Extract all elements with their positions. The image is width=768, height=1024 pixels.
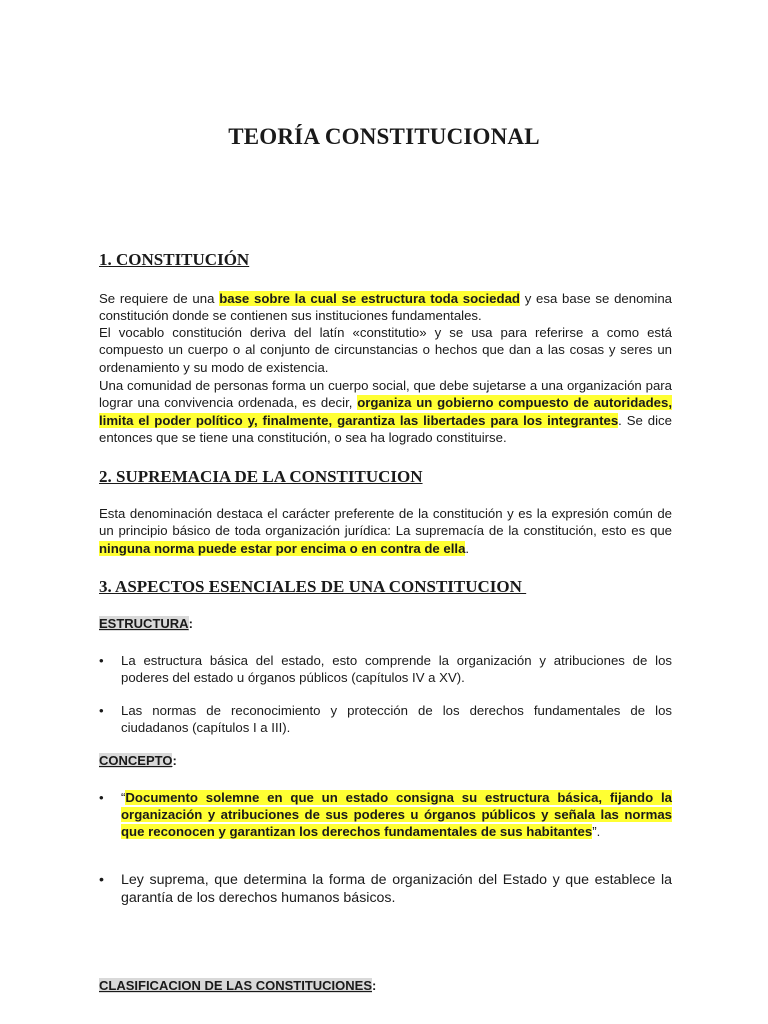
section-2-paragraph [99, 505, 672, 557]
highlight: organiza un gobierno compuesto de autoridades, limita el poder político y, finalmente, garantiza las libertades para los integrantes [99, 395, 672, 428]
text: Una comunidad de personas forma un cuerpo social, que debe sujetarse a una organización para lograr una convivencia ordenada, es decir, [99, 378, 672, 411]
text: . [465, 540, 470, 556]
colon: : [188, 616, 193, 631]
list-item [99, 789, 672, 840]
text: . Se dice entonces que se tiene una constitución, o sea ha logrado constituirse. [99, 412, 672, 446]
highlight: Documento solemne en que un estado consigna su estructura básica, fijando la organización y atribuciones de sus poderes u órganos públicos y señala las normas que reconocen y garantizan los derechos fundamentales de sus habitantes [121, 790, 672, 839]
bullet-icon: • [99, 790, 104, 805]
document-title: TEORÍA CONSTITUCIONAL [228, 124, 540, 149]
section-1-heading: 1. CONSTITUCIÓN [99, 250, 250, 269]
list-item-text: La estructura básica del estado, esto comprende la organización y atribuciones de los poderes del estado u órganos públicos (capítulos IV a XV). [121, 653, 672, 685]
section-1-paragraph-1 [99, 290, 672, 325]
concepto-subheading [99, 753, 177, 768]
list-item [99, 652, 672, 686]
list-item-text: Las normas de reconocimiento y protección de los derechos fundamentales de los ciudadanos (capítulos I a III). [121, 703, 672, 735]
section-3-heading: 3. ASPECTOS ESENCIALES DE UNA CONSTITUCION [99, 577, 527, 596]
clasificacion-label: CLASIFICACION DE LAS CONSTITUCIONES [99, 978, 373, 993]
bullet-icon: • [99, 703, 104, 718]
list-item-text: Ley suprema, que determina la forma de organización del Estado y que establece la garantía de los derechos humanos básicos. [121, 872, 672, 906]
list-item-text [121, 789, 672, 840]
text: Esta denominación destaca el carácter preferente de la constitución y es la expresión común de un principio básico de toda organización jurídica: La supremacía de la constitución, esto es que [99, 506, 672, 539]
section-2-heading: 2. SUPREMACIA DE LA CONSTITUCION [99, 467, 423, 486]
text: y esa base se denomina constitución donde se contienen sus instituciones fundamentales. [99, 291, 672, 324]
section-1-paragraph-3 [99, 377, 672, 447]
estructura-subheading [99, 616, 193, 631]
open-quote: “ [121, 790, 126, 805]
colon: : [372, 978, 377, 993]
clasificacion-subheading [99, 978, 376, 993]
close-quote: ”. [592, 824, 601, 839]
estructura-label: ESTRUCTURA [99, 616, 189, 631]
highlight: base sobre la cual se estructura toda sociedad [219, 291, 520, 306]
highlight: ninguna norma puede estar por encima o en contra de ella [99, 540, 466, 556]
colon: : [172, 753, 177, 768]
bullet-icon: • [99, 653, 104, 668]
list-item [99, 871, 672, 907]
list-item [99, 702, 672, 736]
section-1-paragraph-2: El vocablo constitución deriva del latín «constitutio» y se usa para referirse a como está compuesto un cuerpo o al conjunto de circunstancias o hechos que dan a las cosas y seres un ordenamiento y su modo de existencia. [99, 325, 672, 375]
concepto-label: CONCEPTO [99, 753, 173, 768]
text: Se requiere de una [99, 291, 220, 306]
bullet-icon: • [99, 872, 104, 888]
